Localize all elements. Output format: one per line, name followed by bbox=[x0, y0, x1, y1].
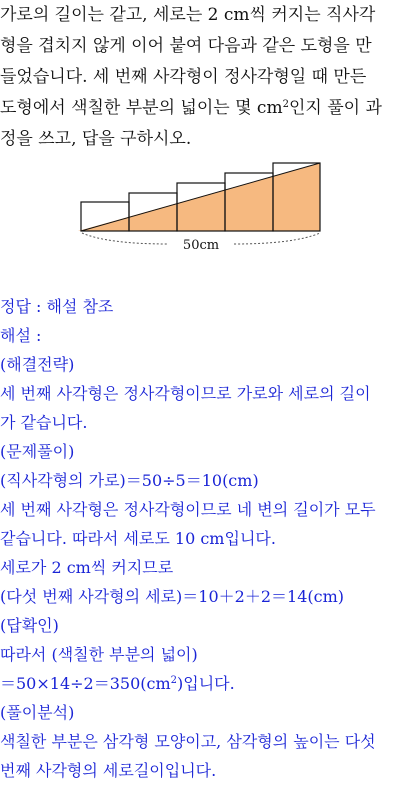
problem-line-1: 가로의 길이는 같고, 세로는 2 cm씩 커지는 직사각 bbox=[0, 5, 376, 25]
answer-line-16: 색칠한 부분은 삼각형 모양이고, 삼각형의 높이는 다섯 bbox=[0, 732, 376, 751]
answer-line-9: 같습니다. 따라서 세로도 10 cm입니다. bbox=[0, 529, 276, 548]
answer-line-6: (문제풀이) bbox=[0, 442, 75, 461]
answer-line-14 bbox=[0, 669, 400, 698]
answer-line-14-text: ＝50×14÷2＝350(cm bbox=[0, 674, 171, 693]
answer-line-15: (풀이분석) bbox=[0, 703, 75, 722]
answer-line-8: 세 번째 사각형은 정사각형이므로 네 변의 길이가 모두 bbox=[0, 500, 376, 519]
problem-line-4 bbox=[0, 93, 400, 124]
problem-line-4-tail: 인지 풀이 과 bbox=[288, 98, 382, 118]
answer-explanation bbox=[0, 292, 400, 785]
problem-text bbox=[0, 0, 400, 155]
problem-line-4-superscript: 2 bbox=[282, 99, 289, 110]
answer-line-14-tail: )입니다. bbox=[177, 674, 235, 693]
staircase-rectangles-figure bbox=[78, 160, 324, 260]
problem-line-4-text: 도형에서 색칠한 부분의 넓이는 몇 cm bbox=[0, 98, 283, 118]
answer-line-3: (해결전략) bbox=[0, 355, 75, 374]
answer-line-11: (다섯 번째 사각형의 세로)＝10＋2＋2＝14(cm) bbox=[0, 587, 344, 606]
dimension-brace-right bbox=[234, 233, 320, 244]
problem-line-3: 들었습니다. 세 번째 사각형이 정사각형일 때 만든 bbox=[0, 67, 367, 87]
answer-line-2: 해설 : bbox=[0, 326, 42, 345]
answer-line-13: 따라서 (색칠한 부분의 넓이) bbox=[0, 645, 198, 664]
answer-line-7: (직사각형의 가로)＝50÷5＝10(cm) bbox=[0, 471, 259, 490]
answer-line-5: 가 같습니다. bbox=[0, 413, 88, 432]
problem-line-2: 형을 겹치지 않게 이어 붙여 다음과 같은 도형을 만 bbox=[0, 36, 372, 56]
answer-line-4: 세 번째 사각형은 정사각형이므로 가로와 세로의 길이 bbox=[0, 384, 371, 403]
problem-line-5: 정을 쓰고, 답을 구하시오. bbox=[0, 129, 192, 149]
answer-line-10: 세로가 2 cm씩 커지므로 bbox=[0, 558, 174, 577]
dimension-brace-left bbox=[82, 233, 168, 244]
dimension-label: 50cm bbox=[182, 238, 220, 253]
answer-line-1: 정답 : 해설 참조 bbox=[0, 297, 114, 316]
answer-line-14-superscript: 2 bbox=[170, 675, 178, 686]
answer-line-12: (답확인) bbox=[0, 616, 59, 635]
answer-line-17: 번째 사각형의 세로길이입니다. bbox=[0, 761, 217, 780]
